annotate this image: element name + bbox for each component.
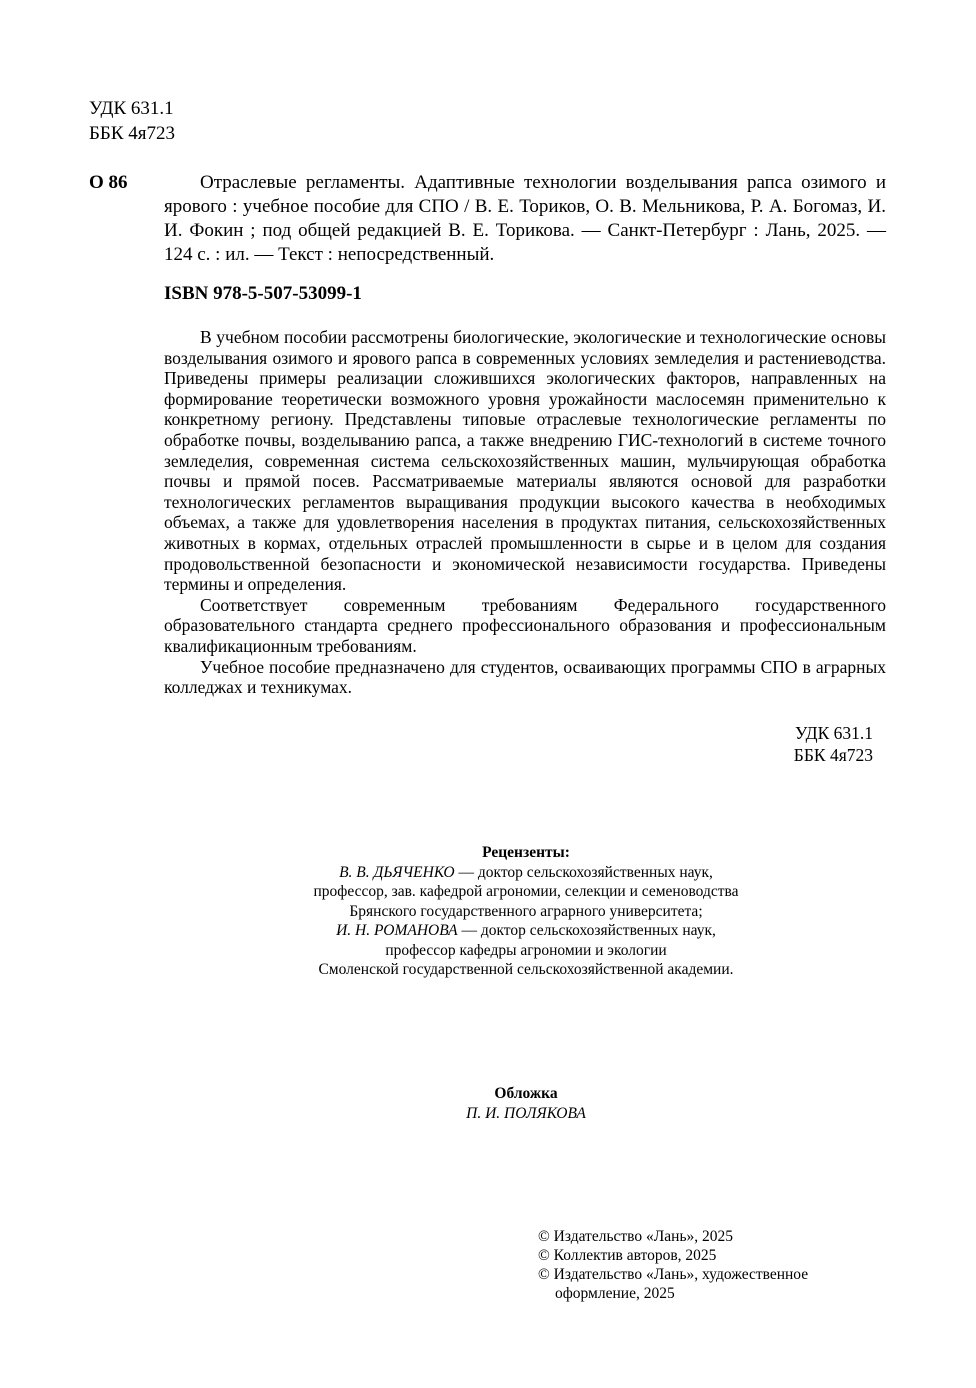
annotation-paragraph: В учебном пособии рассмотрены биологические, экологические и технологические основы возделывания озимого и ярового рапса в современных условиях земледелия и растениеводства. Приведены примеры реализации сложившихся экологических факторов, направленных на формирование теоретически возможного уровня урожайности маслосемян применительно к конкретному региону. Представлены типовые отраслевые технологические регламенты по обработке почвы, возделыванию рапса, а также внедрению ГИС-технологий в системе точного земледелия, современная система сельскохозяйственных машин, мульчирующая обработка почвы и прямой посев. Рассматриваемые материалы являются основой для разработки технологических регламентов выращивания продукции высокого качества в необходимых объемах, а также для удовлетворения населения в продуктах питания, сельскохозяйственных животных в кормах, отдельных отраслей промышленности в сырье и в целом для создания продовольственной безопасности и экономической независимости государства. Приведены термины и определения. xyxy=(164,327,886,595)
reviewer-2-line-1 xyxy=(176,921,876,941)
cover-artist: П. И. ПОЛЯКОВА xyxy=(466,1104,586,1122)
copyright-line: © Коллектив авторов, 2025 xyxy=(538,1247,717,1264)
copyright-block xyxy=(538,1227,858,1303)
bbk-code: ББК 4я723 xyxy=(89,123,175,144)
cover-credit xyxy=(376,1084,676,1123)
annotation-paragraph: Соответствует современным требованиям Федерального государственного образовательного стандарта среднего профессионального образования и профессиональным квалификационным требованиям. xyxy=(164,594,886,656)
reviewer-2-degree: — доктор сельскохозяйственных наук, xyxy=(457,922,716,939)
copyright-line: © Издательство «Лань», 2025 xyxy=(538,1228,734,1245)
reviewer-1-position: профессор, зав. кафедрой агрономии, селекции и семеноводства xyxy=(313,883,739,900)
author-mark: О 86 xyxy=(89,172,128,193)
classification-top xyxy=(89,96,175,146)
annotation xyxy=(164,327,886,698)
copyright-line: © Издательство «Лань», художественное xyxy=(538,1266,809,1283)
reviewer-1-affiliation: Брянского государственного аграрного университета; xyxy=(349,902,703,920)
reviewer-2-position: профессор кафедры агрономии и экологии xyxy=(385,941,667,959)
bbk-code: ББК 4я723 xyxy=(793,745,873,765)
reviewer-1-line-1 xyxy=(176,863,876,883)
reviewer-1-name: В. В. ДЬЯЧЕНКО xyxy=(339,863,455,881)
cover-heading: Обложка xyxy=(494,1085,558,1102)
copyright-line-continuation: оформление, 2025 xyxy=(555,1285,675,1302)
udk-code: УДК 631.1 xyxy=(89,98,174,119)
reviewer-2-name: И. Н. РОМАНОВА xyxy=(336,922,458,939)
classification-bottom xyxy=(764,722,873,766)
annotation-paragraph: Учебное пособие предназначено для студентов, осваивающих программы СПО в аграрных колледжах и техникумах. xyxy=(164,656,886,698)
reviewer-2-affiliation: Смоленской государственной сельскохозяйственной академии. xyxy=(318,961,734,978)
udk-code: УДК 631.1 xyxy=(795,723,873,743)
bibliographic-description: Отраслевые регламенты. Адаптивные технологии возделывания рапса озимого и ярового : учебное пособие для СПО / В. Е. Ториков, О. В. Мельникова, Р. А. Богомаз, И. И. Фокин ; под общей редакцией В. Е. Торикова. — Санкт-Петербург : Лань, 2025. — 124 с. : ил. — Текст : непосредственный. xyxy=(164,172,886,265)
reviewer-1-degree: — доктор сельскохозяйственных наук, xyxy=(454,863,713,881)
reviewers-heading: Рецензенты: xyxy=(482,844,570,861)
isbn: ISBN 978-5-507-53099-1 xyxy=(164,283,362,304)
reviewers-block xyxy=(176,843,876,980)
